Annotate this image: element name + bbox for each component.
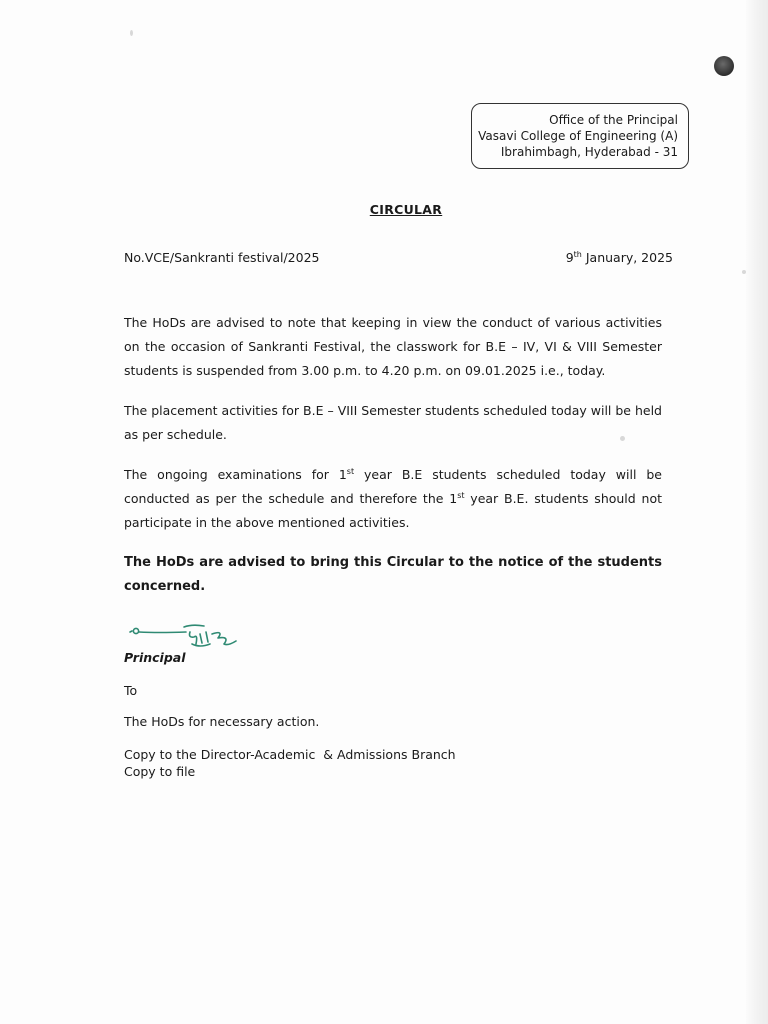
reference-number: No.VCE/Sankranti festival/2025 bbox=[124, 250, 320, 265]
para3-part3: year B.E. students should not participate in the above mentioned activities. bbox=[124, 491, 662, 530]
circular-date bbox=[566, 250, 673, 265]
copy-line-file: Copy to file bbox=[124, 764, 196, 779]
paragraph-placement: The placement activities for B.E – VIII Semester students scheduled today will be held as per schedule. bbox=[124, 403, 662, 442]
punch-hole-icon bbox=[714, 56, 734, 76]
para3-part1: The ongoing examinations for 1 bbox=[124, 467, 347, 482]
scan-speck bbox=[130, 30, 133, 36]
office-line-2: Vasavi College of Engineering (A) bbox=[478, 129, 678, 143]
office-line-3: Ibrahimbagh, Hyderabad - 31 bbox=[500, 145, 678, 159]
para3-sup1: st bbox=[346, 466, 355, 476]
office-line-1: Office of the Principal bbox=[549, 113, 678, 127]
office-address-box bbox=[471, 103, 689, 169]
date-suffix: th bbox=[573, 249, 582, 259]
para3-sup2: st bbox=[457, 490, 465, 500]
paragraph-classwork: The HoDs are advised to note that keeping in view the conduct of various activities on the occasion of Sankranti Festival, the classwork for B.E – IV, VI & VIII Semester students is suspended from 3.00 p.m. to 4.20 p.m. on 09.01.2025 i.e., today. bbox=[124, 315, 662, 378]
signatory-title: Principal bbox=[124, 650, 186, 665]
addressee-line: The HoDs for necessary action. bbox=[124, 714, 320, 729]
scan-edge-shadow bbox=[746, 0, 768, 1024]
date-rest: January, 2025 bbox=[581, 250, 673, 265]
to-label: To bbox=[124, 683, 138, 698]
circular-heading: CIRCULAR bbox=[369, 202, 443, 217]
para3-part2: year B.E students scheduled today will be conducted as per the schedule and therefore the 1 bbox=[124, 467, 662, 506]
paragraph-examinations bbox=[124, 463, 662, 535]
paragraph-notice: The HoDs are advised to bring this Circular to the notice of the students concerned. bbox=[124, 555, 662, 594]
copy-line-director: Copy to the Director-Academic & Admissions Branch bbox=[124, 747, 456, 762]
date-day: 9 bbox=[565, 250, 574, 265]
scan-speck bbox=[742, 270, 746, 274]
